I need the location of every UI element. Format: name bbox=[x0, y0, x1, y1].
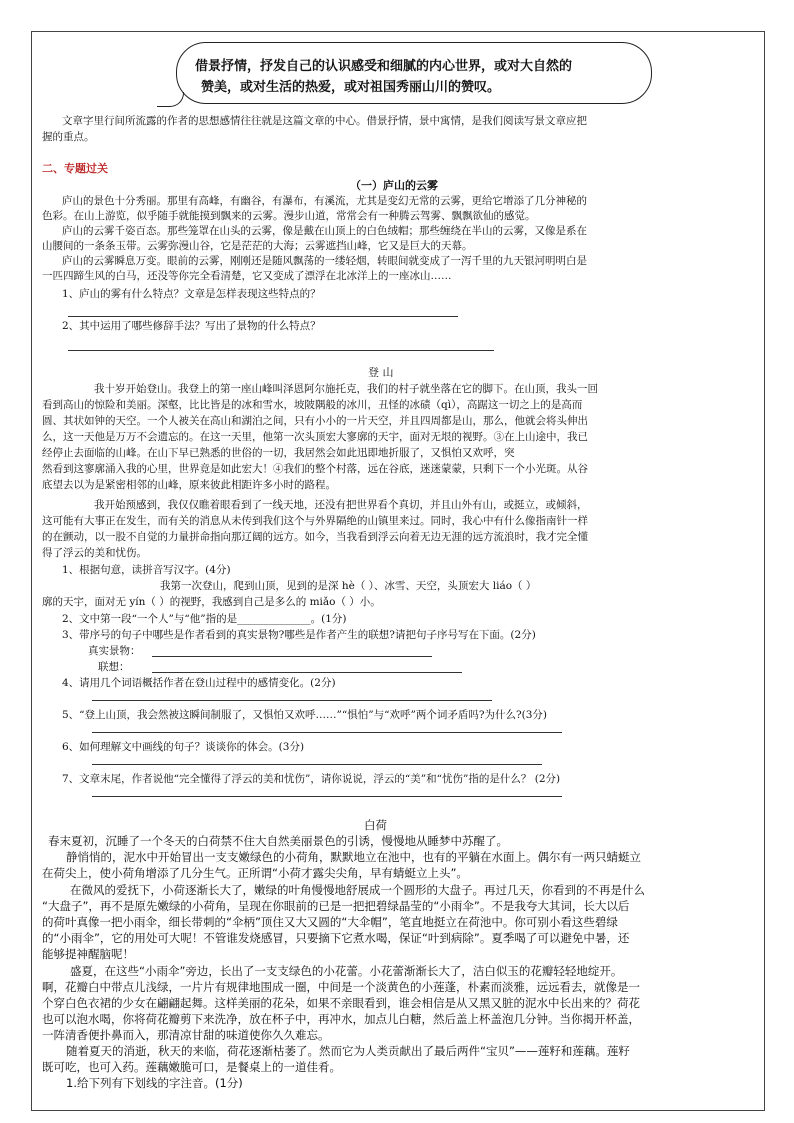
passage3-line: 能够提神醒脑呢！ bbox=[42, 947, 134, 961]
intro-line-2: 握的重点。 bbox=[42, 131, 95, 143]
passage2-line: 看到高山的惊险和美丽。深壑，比比皆是的冰和雪水，坡陂隅般的冰川，丑怪的冰碛（qì），高踞这一切之上的是高而 bbox=[42, 399, 583, 411]
passage1-question-2: 2、其中运用了哪些修辞手法？写出了景物的什么特点？ bbox=[62, 320, 321, 332]
answer-line[interactable] bbox=[68, 350, 494, 351]
passage3-line: 在荷尖上，使小荷角增添了几分生气。正所谓“小荷才露尖尖角，早有蜻蜓立上头”。 bbox=[42, 866, 468, 880]
passage3-line: 静悄悄的，泥水中开始冒出一支支嫩绿色的小荷角，默默地立在池中，也有的平躺在水面上。偶尔有一两只蜻蜓立 bbox=[66, 850, 641, 864]
passage3-line: 盛夏，在这些“小雨伞”旁边，长出了一支支绿色的小花蕾。小花蕾渐渐长大了，洁白似玉的花瓣轻轻地绽开。 bbox=[70, 964, 623, 978]
bubble-line-2: 赞美，或对生活的热爱，或对祖国秀丽山川的赞叹。 bbox=[201, 80, 501, 95]
passage3-line: 随着夏天的消逝，秋天的来临，荷花逐渐枯萎了。然而它为人类贡献出了最后两件“宝贝”——莲籽和莲藕。莲籽 bbox=[66, 1044, 630, 1058]
passage2-question-4: 4、请用几个词语概括作者在登山过程中的感情变化。(2分) bbox=[62, 677, 336, 689]
answer-line[interactable] bbox=[68, 316, 458, 317]
passage2-question-1b[interactable]: 廓的天宇，面对无 yín（ ）的视野，我感到自己是多么的 miǎo（ ）小。 bbox=[42, 596, 381, 608]
passage3-title: 白荷 bbox=[364, 818, 387, 832]
passage2-line: 底望去以为是紧密相邻的山峰，原来彼此相距许多小时的路程。 bbox=[42, 479, 336, 491]
passage3-line: 也可以泡水喝，你将荷花瓣剪下来洗净，放在杯子中，再冲水，加点儿白糖，然后盖上杯盖泡几分钟。当你揭开杯盖， bbox=[42, 1012, 640, 1026]
passage2-line: 得了浮云的美和忧伤。 bbox=[42, 547, 147, 559]
passage2-line: 的在颤动，以一股不自觉的力量拼命指向那辽阔的远方。如今，当我看到浮云向着无边无涯的远方流浪时，我才完全懂 bbox=[42, 531, 588, 543]
passage3-line: “大盘子”，再不是原先嫩绿的小荷角，呈现在你眼前的已是一把把碧绿晶莹的“小雨伞”。不是我夸大其词，长大以后 bbox=[42, 899, 630, 913]
passage2-line: 这可能有大事正在发生，而有关的消息从未传到我们这个与外界隔绝的山镇里来过。同时，我心中有什么像指南针一样 bbox=[42, 515, 588, 527]
section-title: 二、专题过关 bbox=[42, 162, 108, 175]
answer-line[interactable] bbox=[92, 700, 492, 701]
answer-line[interactable] bbox=[92, 764, 542, 765]
passage1-question-1: 1、庐山的雾有什么特点？文章是怎样表现这些特点的？ bbox=[62, 288, 321, 300]
passage2-title: 登 山 bbox=[368, 366, 394, 379]
passage2-question-1: 1、根据句意，读拼音写汉字。(4分) bbox=[62, 564, 231, 576]
passage1-line: 庐山的云雾瞬息万变。眼前的云雾，刚刚还是随风飘荡的一缕轻烟，转眼间就变成了一泻千里的九天银河明明白是 bbox=[62, 255, 587, 267]
passage1-line: 一匹四蹄生风的白马，还没等你完全看清楚，它又变成了漂浮在北冰洋上的一座冰山…… bbox=[42, 270, 452, 282]
passage1-line: 庐山的云雾千姿百态。那些笼罩在山头的云雾，像是戴在山顶上的白色绒帽；那些缠绕在半山的云雾，又像是系在 bbox=[62, 225, 587, 237]
passage3-line: 在微风的爱抚下，小荷逐渐长大了，嫩绿的叶角慢慢地舒展成一个圆形的大盘子。再过几天，你看到的不再是什么 bbox=[70, 883, 645, 897]
passage1-line: 色彩。在山上游览，似乎随手就能摸到飘来的云雾。漫步山道，常常会有一种腾云驾雾、飘飘欲仙的感觉。 bbox=[42, 210, 536, 222]
passage3-line: 一阵清香便扑鼻而入，那清凉甘甜的味道使你久久难忘。 bbox=[42, 1028, 330, 1042]
passage3-line: 的“小雨伞”，它的用处可大呢！不管谁发烧感冒，只要摘下它煮水喝，保证“叶到病除”。夏季喝了可以避免中暑，还 bbox=[42, 931, 630, 945]
summary-bubble bbox=[176, 42, 652, 104]
passage3-line: 啊，花瓣白中带点儿浅绿，一片片有规律地围成一圈，中间是一个淡黄色的小莲蓬，朴素而淡雅，远远看去，就像是一 bbox=[42, 980, 640, 994]
passage1-title: （一）庐山的云雾 bbox=[350, 179, 438, 192]
passage2-question-6: 6、如何理解文中画线的句子？谈谈你的体会。(3分) bbox=[62, 741, 305, 753]
passage2-line: 我开始预感到，我仅仅瞧着眼看到了一线天地，还没有把世界看个真切，并且山外有山，或挺立，或倾斜， bbox=[94, 499, 588, 511]
passage2-question-3: 3、带序号的句子中哪些是作者看到的真实景物?哪些是作者产生的联想?请把句子序号写在下面。(2分) bbox=[62, 629, 536, 641]
intro-line-1: 文章字里行间所流露的作者的思想感情往往就是这篇文章的中心。借景抒情，景中寓情，是我们阅读写景文章应把 bbox=[62, 115, 587, 127]
real-scene-label: 真实景物： bbox=[88, 645, 141, 657]
passage2-line: 圆、其状如钟的天空。一个人被关在高山和湖泊之间，只有小小的一片天空，并且四周都是山，那么，他就会将头伸出 bbox=[42, 415, 588, 427]
bubble-tail bbox=[157, 92, 184, 107]
passage2-question-5: 5、“登上山顶，我会然被这瞬间制服了，又惧怕又欢呼……”“惧怕”与“欢呼”两个词矛盾吗?为什么?(3分) bbox=[62, 709, 548, 721]
passage1-line: 庐山的景色十分秀丽。那里有高峰，有幽谷，有瀑布，有溪流，尤其是变幻无常的云雾，更给它增添了几分神秘的 bbox=[62, 195, 587, 207]
worksheet-frame bbox=[31, 31, 765, 1111]
answer-line[interactable] bbox=[152, 672, 462, 673]
passage2-line: 然看到这寥廓涌入我的心里，世界竟是如此宏大！④我们的整个村落，远在谷底，迷迷蒙蒙，只剩下一个小光斑。从谷 bbox=[42, 463, 588, 475]
answer-line[interactable] bbox=[152, 656, 432, 657]
passage3-question-1: 1.给下列有下划线的字注音。(1分) bbox=[66, 1076, 243, 1090]
passage2-question-1a[interactable]: 我第一次登山，爬到山顶，见到的是深 hè（ ）、冰雪、天空，头顶宏大 liáo（ ） bbox=[160, 580, 537, 592]
passage2-line: 经停止去面临的山峰。在山下早已熟悉的世俗的一切，我居然会如此迅即地折服了，又惧怕又欢呼，突 bbox=[42, 447, 515, 459]
bubble-line-1: 借景抒情，抒发自己的认识感受和细腻的内心世界，或对大自然的 bbox=[195, 59, 573, 74]
passage3-line: 春末夏初，沉睡了一个冬天的白荷禁不住大自然美丽景色的引诱，慢慢地从睡梦中苏醒了。 bbox=[48, 834, 508, 848]
association-label: 联想： bbox=[98, 661, 130, 673]
answer-line[interactable] bbox=[92, 732, 562, 733]
passage3-line: 的荷叶真像一把小雨伞，细长带刺的“伞柄”顶住又大又圆的“大伞帽”，笔直地挺立在荷池中。你可别小看这些碧绿 bbox=[42, 915, 618, 929]
passage3-line: 既可吃，也可入药。莲藕嫩脆可口，是餐桌上的一道佳肴。 bbox=[42, 1060, 341, 1074]
passage2-line: 么，这一天他是万万不会遗忘的。在这一天里，他第一次头顶宏大寥廓的天宇，面对无垠的视野。③在上山途中，我已 bbox=[42, 431, 588, 443]
answer-line[interactable] bbox=[92, 796, 562, 797]
passage3-line: 个穿白色衣裙的少女在翩翩起舞。这样美丽的花朵，如果不亲眼看到，谁会相信是从又黑又脏的泥水中长出来的？荷花 bbox=[42, 996, 640, 1010]
passage1-line: 山腰间的一条条玉带。云雾弥漫山谷，它是茫茫的大海；云雾遮挡山峰，它又是巨大的天幕。 bbox=[42, 240, 473, 252]
passage2-line: 我十岁开始登山。我登上的第一座山峰叫泽恩阿尔施托克，我们的村子就坐落在它的脚下。在山顶，我头一回 bbox=[94, 383, 598, 395]
passage2-question-2[interactable]: 2、文中第一段“一个人”与“他”指的是______________。(1分) bbox=[62, 613, 347, 625]
passage2-question-7: 7、文章末尾，作者说他“完全懂得了浮云的美和忧伤”，请你说说，浮云的“美”和“忧伤”指的是什么？ (2分) bbox=[62, 773, 561, 785]
